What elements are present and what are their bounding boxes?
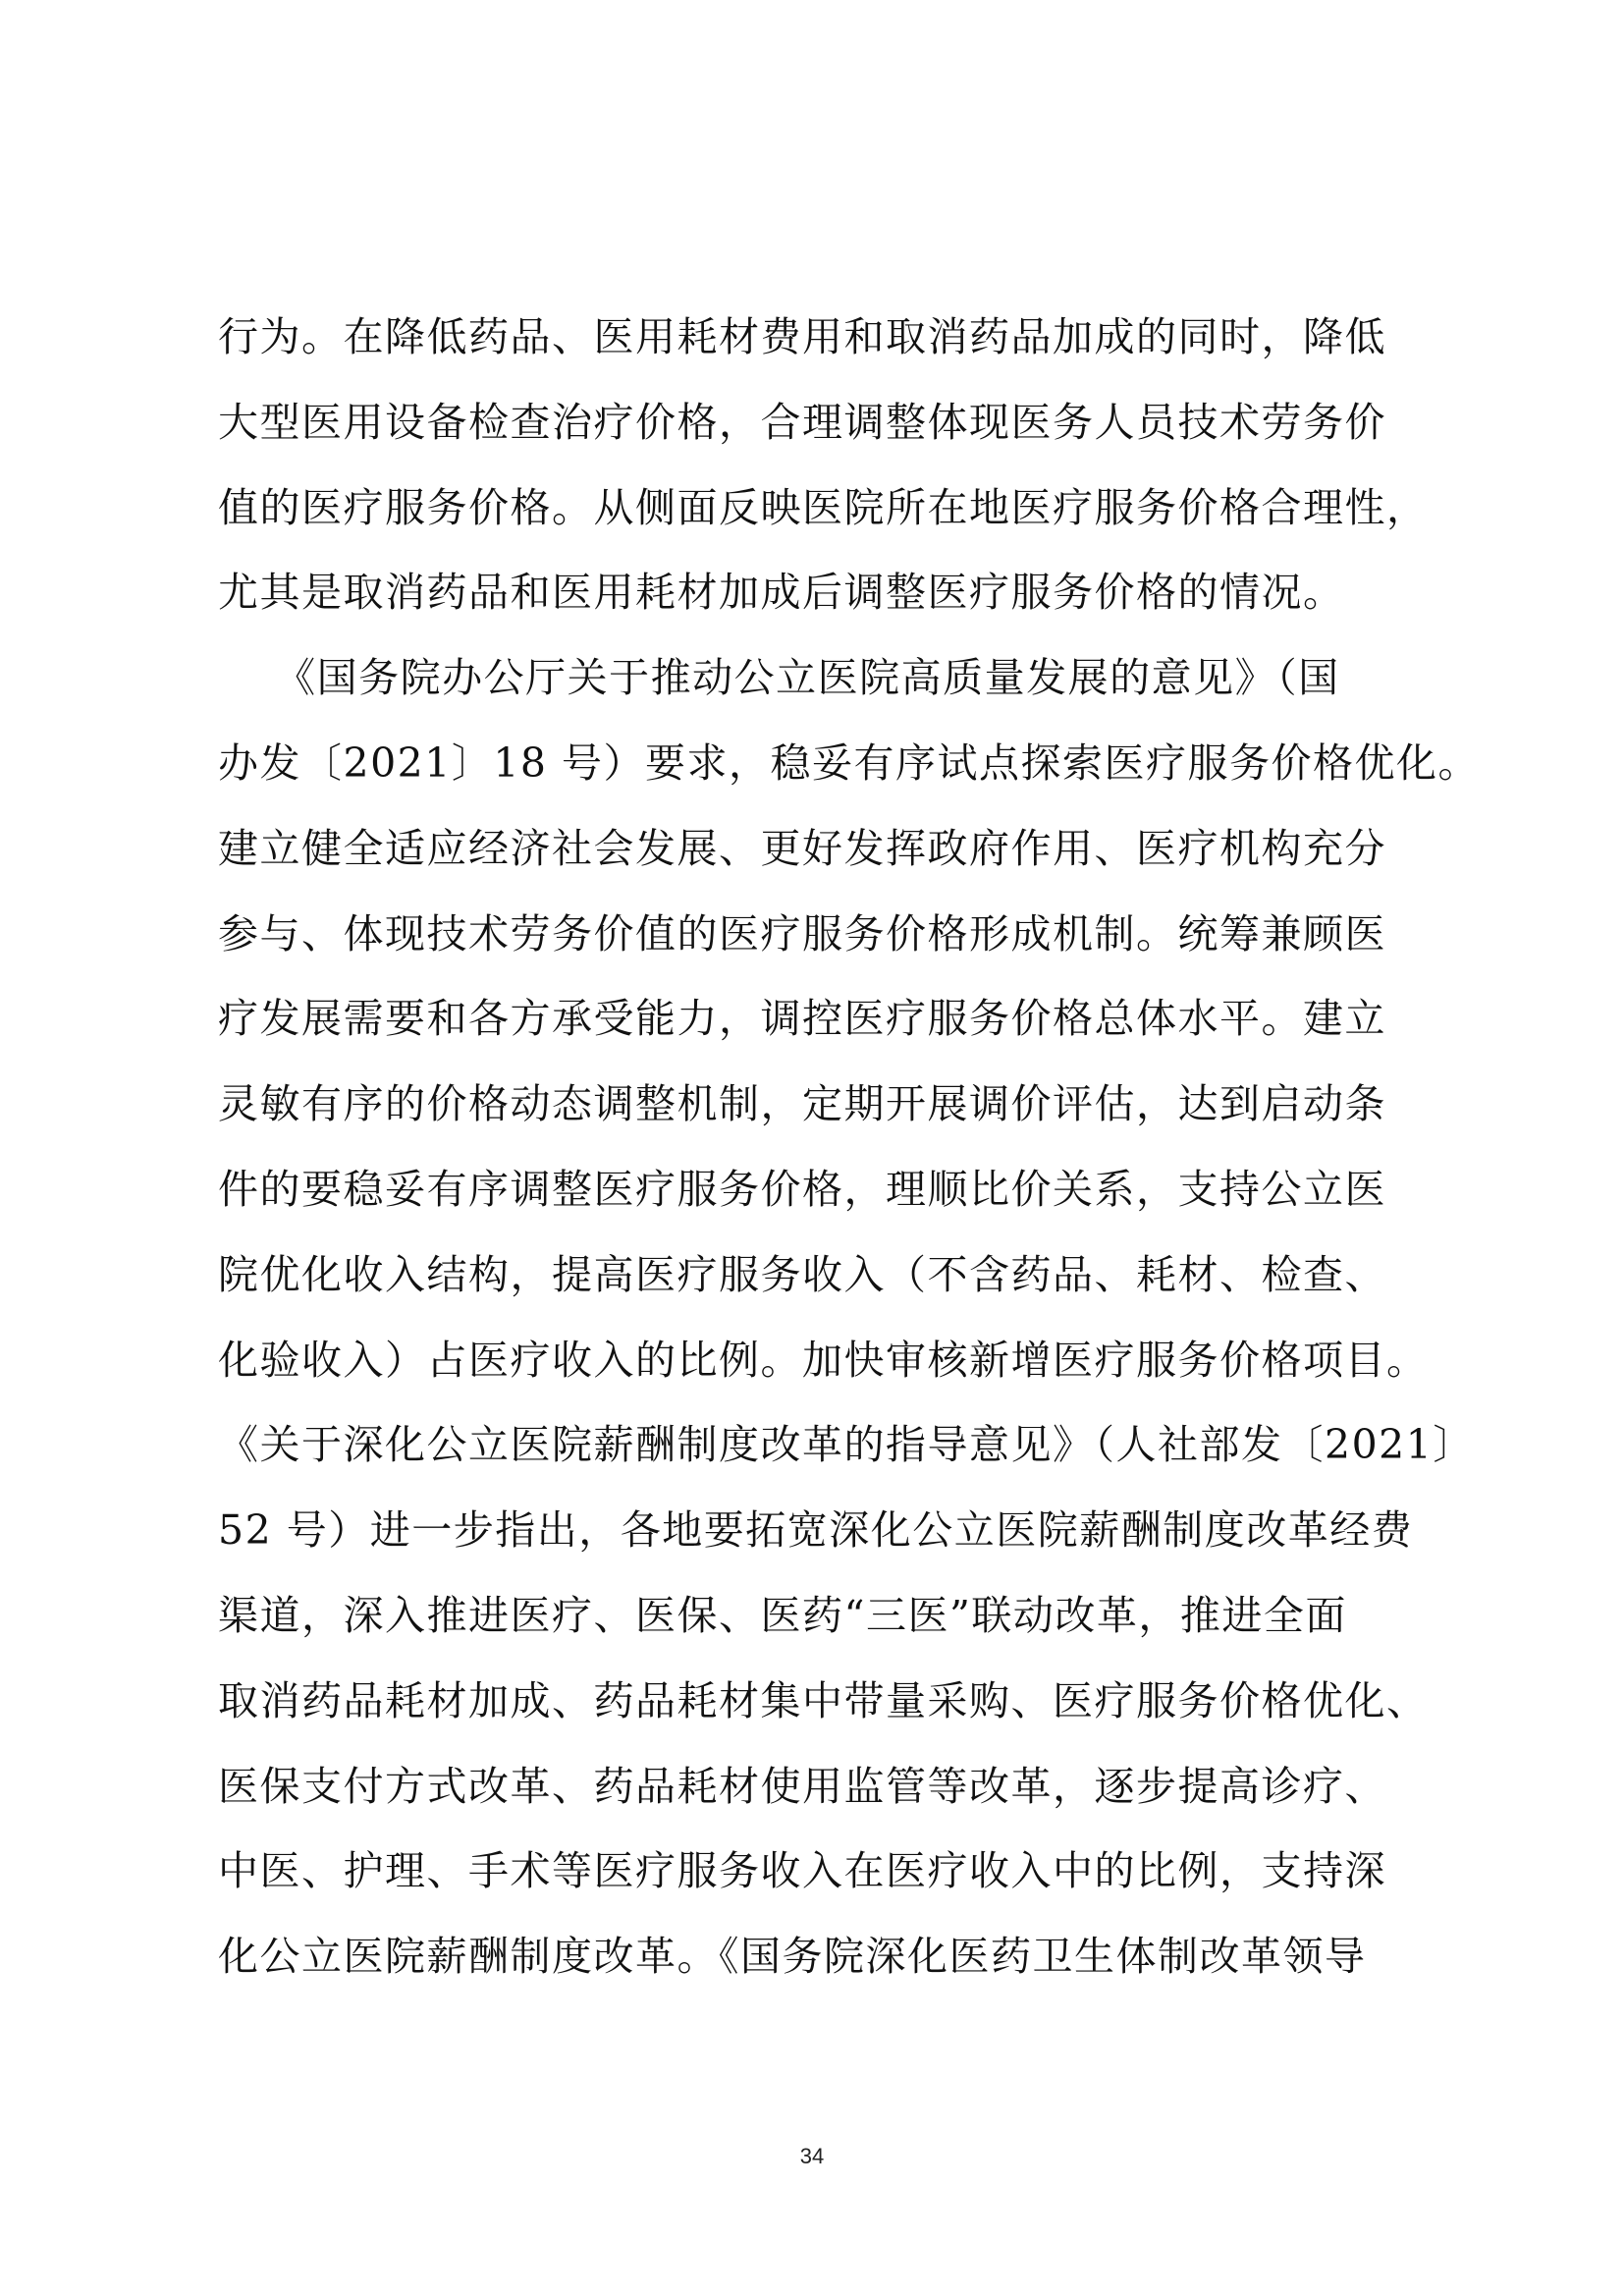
text-line: 件的要稳妥有序调整医疗服务价格，理顺比价关系，支持公立医 bbox=[218, 1165, 1386, 1213]
text-line: 渠道，深入推进医疗、医保、医药“三医”联动改革，推进全面 bbox=[218, 1591, 1347, 1639]
text-line: 建立健全适应经济社会发展、更好发挥政府作用、医疗机构充分 bbox=[218, 824, 1386, 872]
text-line: 化公立医院薪酬制度改革。《国务院深化医药卫生体制改革领导 bbox=[218, 1933, 1367, 1981]
text-line: 灵敏有序的价格动态调整机制，定期开展调价评估，达到启动条 bbox=[218, 1080, 1386, 1128]
text-line: 52 号）进一步指出，各地要拓宽深化公立医院薪酬制度改革经费 bbox=[218, 1506, 1414, 1555]
text-line: 中医、护理、手术等医疗服务收入在医疗收入中的比例，支持深 bbox=[218, 1847, 1386, 1895]
text-line: 参与、体现技术劳务价值的医疗服务价格形成机制。统筹兼顾医 bbox=[218, 909, 1386, 957]
text-line: 大型医用设备检查治疗价格，合理调整体现医务人员技术劳务价 bbox=[218, 398, 1386, 446]
text-line: 《国务院办公厅关于推动公立医院高质量发展的意见》（国 bbox=[218, 654, 1340, 702]
text-line: 医保支付方式改革、药品耗材使用监管等改革，逐步提高诊疗、 bbox=[218, 1762, 1386, 1810]
text-line: 办发〔2021〕18 号）要求，稳妥有序试点探索医疗服务价格优化。 bbox=[218, 738, 1481, 787]
text-line: 行为。在降低药品、医用耗材费用和取消药品加成的同时，降低 bbox=[218, 313, 1386, 360]
text-line: 取消药品耗材加成、药品耗材集中带量采购、医疗服务价格优化、 bbox=[218, 1676, 1429, 1724]
text-line: 化验收入）占医疗收入的比例。加快审核新增医疗服务价格项目。 bbox=[218, 1336, 1429, 1384]
text-line: 尤其是取消药品和医用耗材加成后调整医疗服务价格的情况。 bbox=[218, 569, 1345, 617]
text-line: 院优化收入结构，提高医疗服务收入（不含药品、耗材、检查、 bbox=[218, 1250, 1386, 1298]
page-number: 34 bbox=[799, 2144, 825, 2168]
body-text bbox=[218, 295, 1481, 1999]
text-line: 疗发展需要和各方承受能力，调控医疗服务价格总体水平。建立 bbox=[218, 995, 1386, 1043]
text-line: 《关于深化公立医院薪酬制度改革的指导意见》（人社部发〔2021〕 bbox=[218, 1421, 1475, 1469]
text-line: 值的医疗服务价格。从侧面反映医院所在地医疗服务价格合理性， bbox=[218, 483, 1429, 531]
